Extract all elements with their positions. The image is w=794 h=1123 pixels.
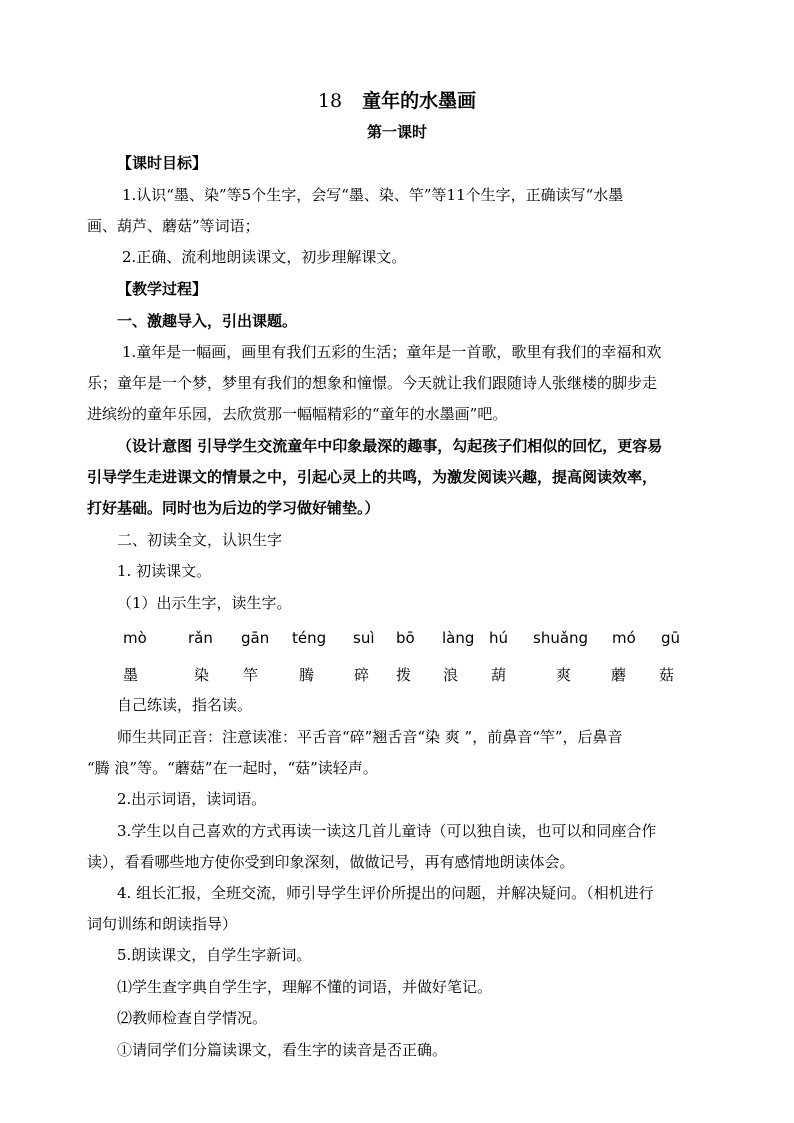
step-2-3-line-2: 读），看看哪些地方使你受到印象深刻，做做记号，再有感情地朗读体会。 bbox=[87, 853, 575, 871]
section-2-heading: 二、初读全文，认识生字 bbox=[117, 531, 283, 549]
lesson-title bbox=[0, 86, 794, 113]
step-2-1-1: （1）出示生字，读生字。 bbox=[117, 594, 292, 612]
step-2-5-1: ⑴学生查字典自学生字，理解不懂的词语，并做好笔记。 bbox=[117, 978, 493, 996]
pinyin-item: bō bbox=[396, 629, 415, 647]
pronunciation-line-1: 师生共同正音：注意读准：平舌音“碎”翘舌音“染 爽 ”，前鼻音“竿”，后鼻音 bbox=[117, 728, 623, 746]
pinyin-item: shuǎng bbox=[533, 629, 589, 647]
design-intent-line-3: 打好基础。同时也为后边的学习做好铺垫。） bbox=[87, 499, 380, 517]
hanzi-item: 竿 bbox=[243, 666, 259, 684]
hanzi-item: 爽 bbox=[556, 666, 572, 684]
paragraph-1-line-2: 乐；童年是一个梦，梦里有我们的想象和憧憬。今天就让我们跟随诗人张继楼的脚步走 bbox=[87, 374, 658, 392]
pinyin-item: hú bbox=[489, 629, 509, 647]
practice-line: 自己练读，指名读。 bbox=[117, 696, 253, 714]
pinyin-item: téng bbox=[292, 629, 327, 647]
hanzi-item: 拨 bbox=[396, 666, 412, 684]
hanzi-item: 墨 bbox=[123, 666, 139, 684]
step-2-4-line-2: 词句训练和朗读指导） bbox=[87, 915, 238, 933]
hanzi-row bbox=[0, 664, 794, 684]
process-heading: 【教学过程】 bbox=[117, 280, 208, 298]
pinyin-item: mò bbox=[123, 629, 147, 647]
lesson-number: 18 bbox=[317, 90, 343, 112]
pinyin-item: mó bbox=[612, 629, 636, 647]
hanzi-item: 葫 bbox=[491, 666, 507, 684]
lesson-title-text: 童年的水墨画 bbox=[362, 90, 477, 112]
hanzi-item: 腾 bbox=[299, 666, 315, 684]
goal-1-line-2: 画、葫芦、蘑菇”等词语； bbox=[87, 217, 260, 235]
pinyin-item: làng bbox=[442, 629, 475, 647]
paragraph-1-line-1: 1.童年是一幅画，画里有我们五彩的生活；童年是一首歌，歌里有我们的幸福和欢 bbox=[122, 343, 662, 361]
pronunciation-line-2: “腾 浪”等。“蘑菇”在一起时，“菇”读轻声。 bbox=[87, 759, 378, 777]
pinyin-item: gān bbox=[241, 629, 270, 647]
paragraph-1-line-3: 进缤纷的童年乐园，去欣赏那一幅幅精彩的“童年的水墨画”吧。 bbox=[87, 405, 508, 423]
hanzi-item: 浪 bbox=[443, 666, 459, 684]
step-2-1: 1. 初读课文。 bbox=[117, 562, 212, 580]
design-intent-line-2: 引导学生走进课文的情景之中，引起心灵上的共鸣，为激发阅读兴趣，提高阅读效率， bbox=[87, 468, 658, 486]
step-2-5-2: ⑵教师检查自学情况。 bbox=[117, 1009, 268, 1027]
lesson-subtitle: 第一课时 bbox=[366, 123, 427, 141]
design-intent-line-1: （设计意图 引导学生交流童年中印象最深的趣事，勾起孩子们相似的回忆，更容易 bbox=[117, 437, 663, 455]
hanzi-item: 碎 bbox=[354, 666, 370, 684]
step-2-3-line-1: 3.学生以自己喜欢的方式再读一读这几首儿童诗（可以独自读，也可以和同座合作 bbox=[117, 822, 657, 840]
hanzi-item: 蘑 bbox=[611, 666, 627, 684]
pinyin-item: rǎn bbox=[188, 629, 213, 647]
step-2-5: 5.朗读课文，自学生字新词。 bbox=[117, 946, 312, 964]
goal-2: 2.正确、流利地朗读课文，初步理解课文。 bbox=[122, 248, 407, 266]
hanzi-item: 菇 bbox=[659, 666, 675, 684]
pinyin-item: gū bbox=[661, 629, 681, 647]
section-1-heading: 一、激趣导入，引出课题。 bbox=[117, 312, 298, 330]
pinyin-row bbox=[0, 629, 794, 649]
step-2-4-line-1: 4. 组长汇报，全班交流，师引导学生评价所提出的问题，并解决疑问。（相机进行 bbox=[117, 884, 654, 902]
goal-heading: 【课时目标】 bbox=[117, 154, 208, 172]
step-2-2: 2.出示词语，读词语。 bbox=[117, 790, 267, 808]
hanzi-item: 染 bbox=[194, 666, 210, 684]
step-2-5-2-1: ①请同学们分篇读课文，看生字的读音是否正确。 bbox=[117, 1041, 448, 1059]
goal-1-line-1: 1.认识“墨、染”等5个生字，会写“墨、染、竿”等11个生字，正确读写“水墨 bbox=[122, 186, 624, 204]
pinyin-item: suì bbox=[353, 629, 375, 647]
